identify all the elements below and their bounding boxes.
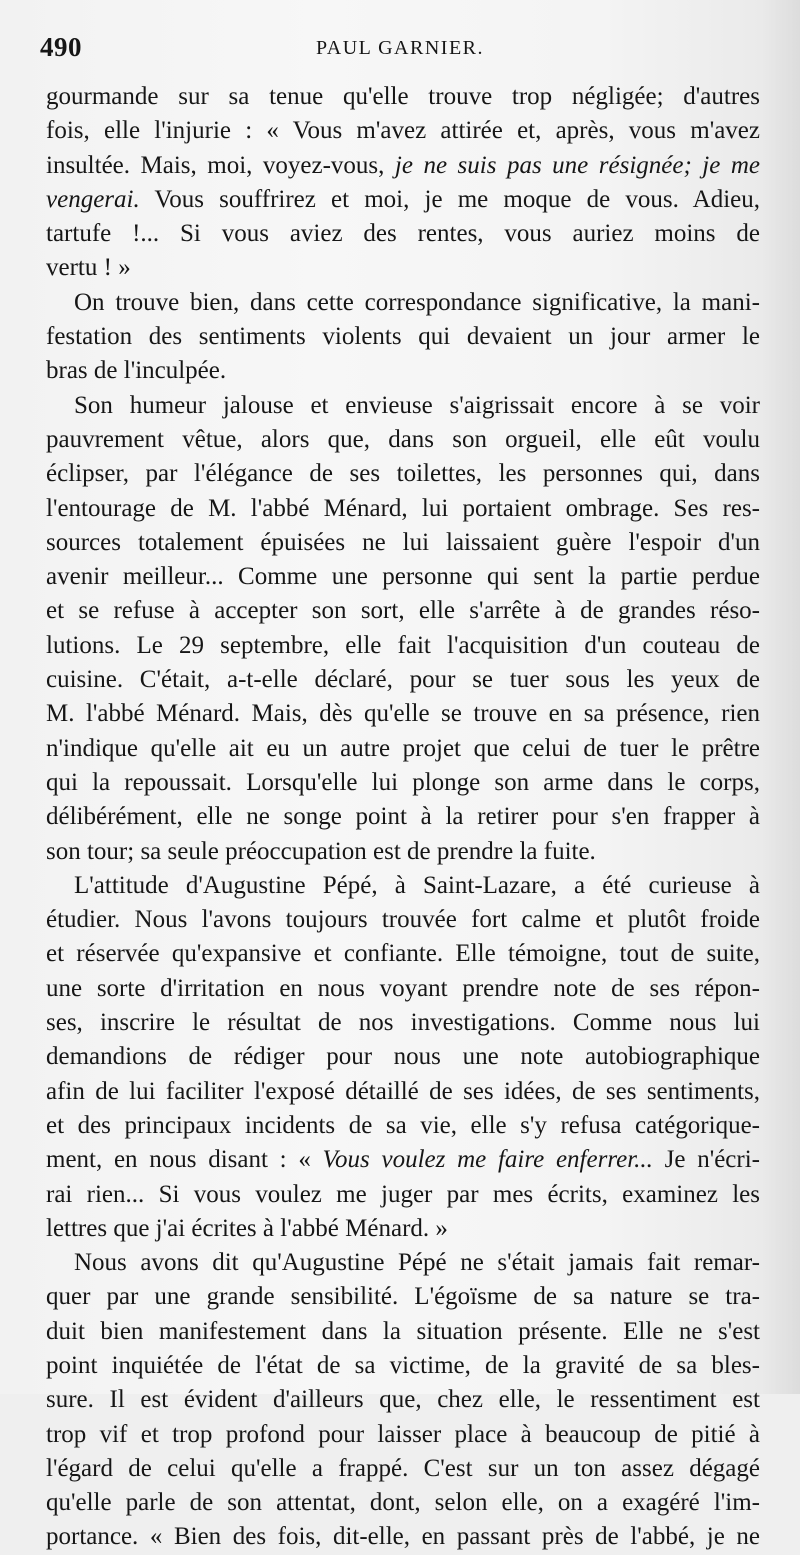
page-number: 490 — [40, 32, 82, 62]
text-line: avenir meilleur... Comme une personne qui sent la partie perdue — [46, 563, 760, 591]
body-text — [46, 80, 760, 1555]
text-line: trop vif et trop profond pour laisser place à beaucoup de pitié à — [46, 1420, 760, 1448]
text-line: sources totalement épuisées ne lui laissaient guère l'espoir d'un — [46, 528, 760, 556]
text-line: l'égard de celui qu'elle a frappé. C'est sur un ton assez dégagé — [46, 1454, 760, 1482]
text-line: gourmande sur sa tenue qu'elle trouve trop négligée; d'autres — [46, 83, 760, 110]
text-line: duit bien manifestement dans la situation présente. Elle ne s'est — [46, 1317, 760, 1345]
text-line: demandions de rédiger pour nous une note autobiographique — [46, 1043, 760, 1071]
paragraph-start: On trouve bien, dans cette correspondance significative, la mani- — [74, 288, 760, 316]
text-line: lettres que j'ai écrites à l'abbé Ménard. » — [46, 1214, 448, 1242]
text-line: tartufe !... Si vous aviez des rentes, vous auriez moins de — [46, 220, 760, 248]
italic-quote: Vous voulez me faire enferrer... — [322, 1146, 653, 1174]
page-gutter-shadow — [760, 0, 800, 1394]
text-line: son tour; sa seule préoccupation est de prendre la fuite. — [46, 837, 596, 865]
text-line: délibérément, elle ne songe point à la retirer pour s'en frapper à — [46, 803, 760, 831]
italic-quote: vengerai. — [46, 185, 140, 213]
text-line: qui la repoussait. Lorsqu'elle lui plonge son arme dans le corps, — [46, 768, 760, 796]
text-line: fois, elle l'injurie : « Vous m'avez attirée et, après, vous m'avez — [46, 117, 760, 145]
paragraph-start: L'attitude d'Augustine Pépé, à Saint-Lazare, a été curieuse à — [74, 871, 760, 899]
text-line: étudier. Nous l'avons toujours trouvée fort calme et plutôt froide — [46, 906, 760, 934]
text-line: cuisine. C'était, a-t-elle déclaré, pour se tuer sous les yeux de — [46, 666, 760, 694]
text-line: point inquiétée de l'état de sa victime, de la gravité de sa bles- — [46, 1351, 760, 1379]
text-line: pauvrement vêtue, alors que, dans son orgueil, elle eût voulu — [46, 425, 760, 453]
text-line: afin de lui faciliter l'exposé détaillé de ses idées, de ses sentiments, — [46, 1077, 760, 1105]
text-line: l'entourage de M. l'abbé Ménard, lui portaient ombrage. Ses res- — [46, 494, 760, 522]
text-line: M. l'abbé Ménard. Mais, dès qu'elle se trouve en sa présence, rien — [46, 700, 760, 728]
running-title: PAUL GARNIER. — [315, 37, 485, 59]
paragraph-start: Nous avons dit qu'Augustine Pépé ne s'était jamais fait remar- — [74, 1249, 760, 1277]
text-line: et se refuse à accepter son sort, elle s'arrête à de grandes réso- — [46, 597, 760, 625]
text-line: portance. « Bien des fois, dit-elle, en passant près de l'abbé, je ne — [46, 1523, 760, 1551]
paragraph-start: Son humeur jalouse et envieuse s'aigrissait encore à se voir — [74, 391, 760, 419]
text-line: lutions. Le 29 septembre, elle fait l'acquisition d'un couteau de — [46, 631, 760, 659]
text-line: et des principaux incidents de sa vie, elle s'y refusa catégorique- — [46, 1111, 760, 1139]
text-line: n'indique qu'elle ait eu un autre projet que celui de tuer le prêtre — [46, 734, 760, 762]
italic-quote: je ne suis pas une résignée; je me — [394, 151, 760, 179]
text-line: rai rien... Si vous voulez me juger par mes écrits, examinez les — [46, 1180, 760, 1208]
text-line: bras de l'inculpée. — [46, 357, 227, 385]
text-line: vengerai. Vous souffrirez et moi, je me moque de vous. Adieu, — [46, 185, 760, 213]
text-line: insultée. Mais, moi, voyez-vous, je ne suis pas une résignée; je me — [46, 151, 760, 179]
text-line: vertu ! » — [46, 254, 131, 282]
text-line: quer par une grande sensibilité. L'égoïsme de sa nature se tra- — [46, 1283, 760, 1311]
page-header — [40, 32, 760, 72]
text-line: éclipser, par l'élégance de ses toilettes, les personnes qui, dans — [46, 460, 760, 488]
text-line: qu'elle parle de son attentat, dont, selon elle, on a exagéré l'im- — [46, 1489, 760, 1517]
text-line: ment, en nous disant : « Vous voulez me faire enferrer... Je n'écri- — [46, 1146, 760, 1174]
text-line: festation des sentiments violents qui devaient un jour armer le — [46, 323, 760, 351]
text-line: ses, inscrire le résultat de nos investigations. Comme nous lui — [46, 1009, 760, 1037]
text-line: une sorte d'irritation en nous voyant prendre note de ses répon- — [46, 974, 760, 1002]
text-line: et réservée qu'expansive et confiante. Elle témoigne, tout de suite, — [46, 940, 760, 968]
text-line: sure. Il est évident d'ailleurs que, chez elle, le ressentiment est — [46, 1386, 760, 1414]
